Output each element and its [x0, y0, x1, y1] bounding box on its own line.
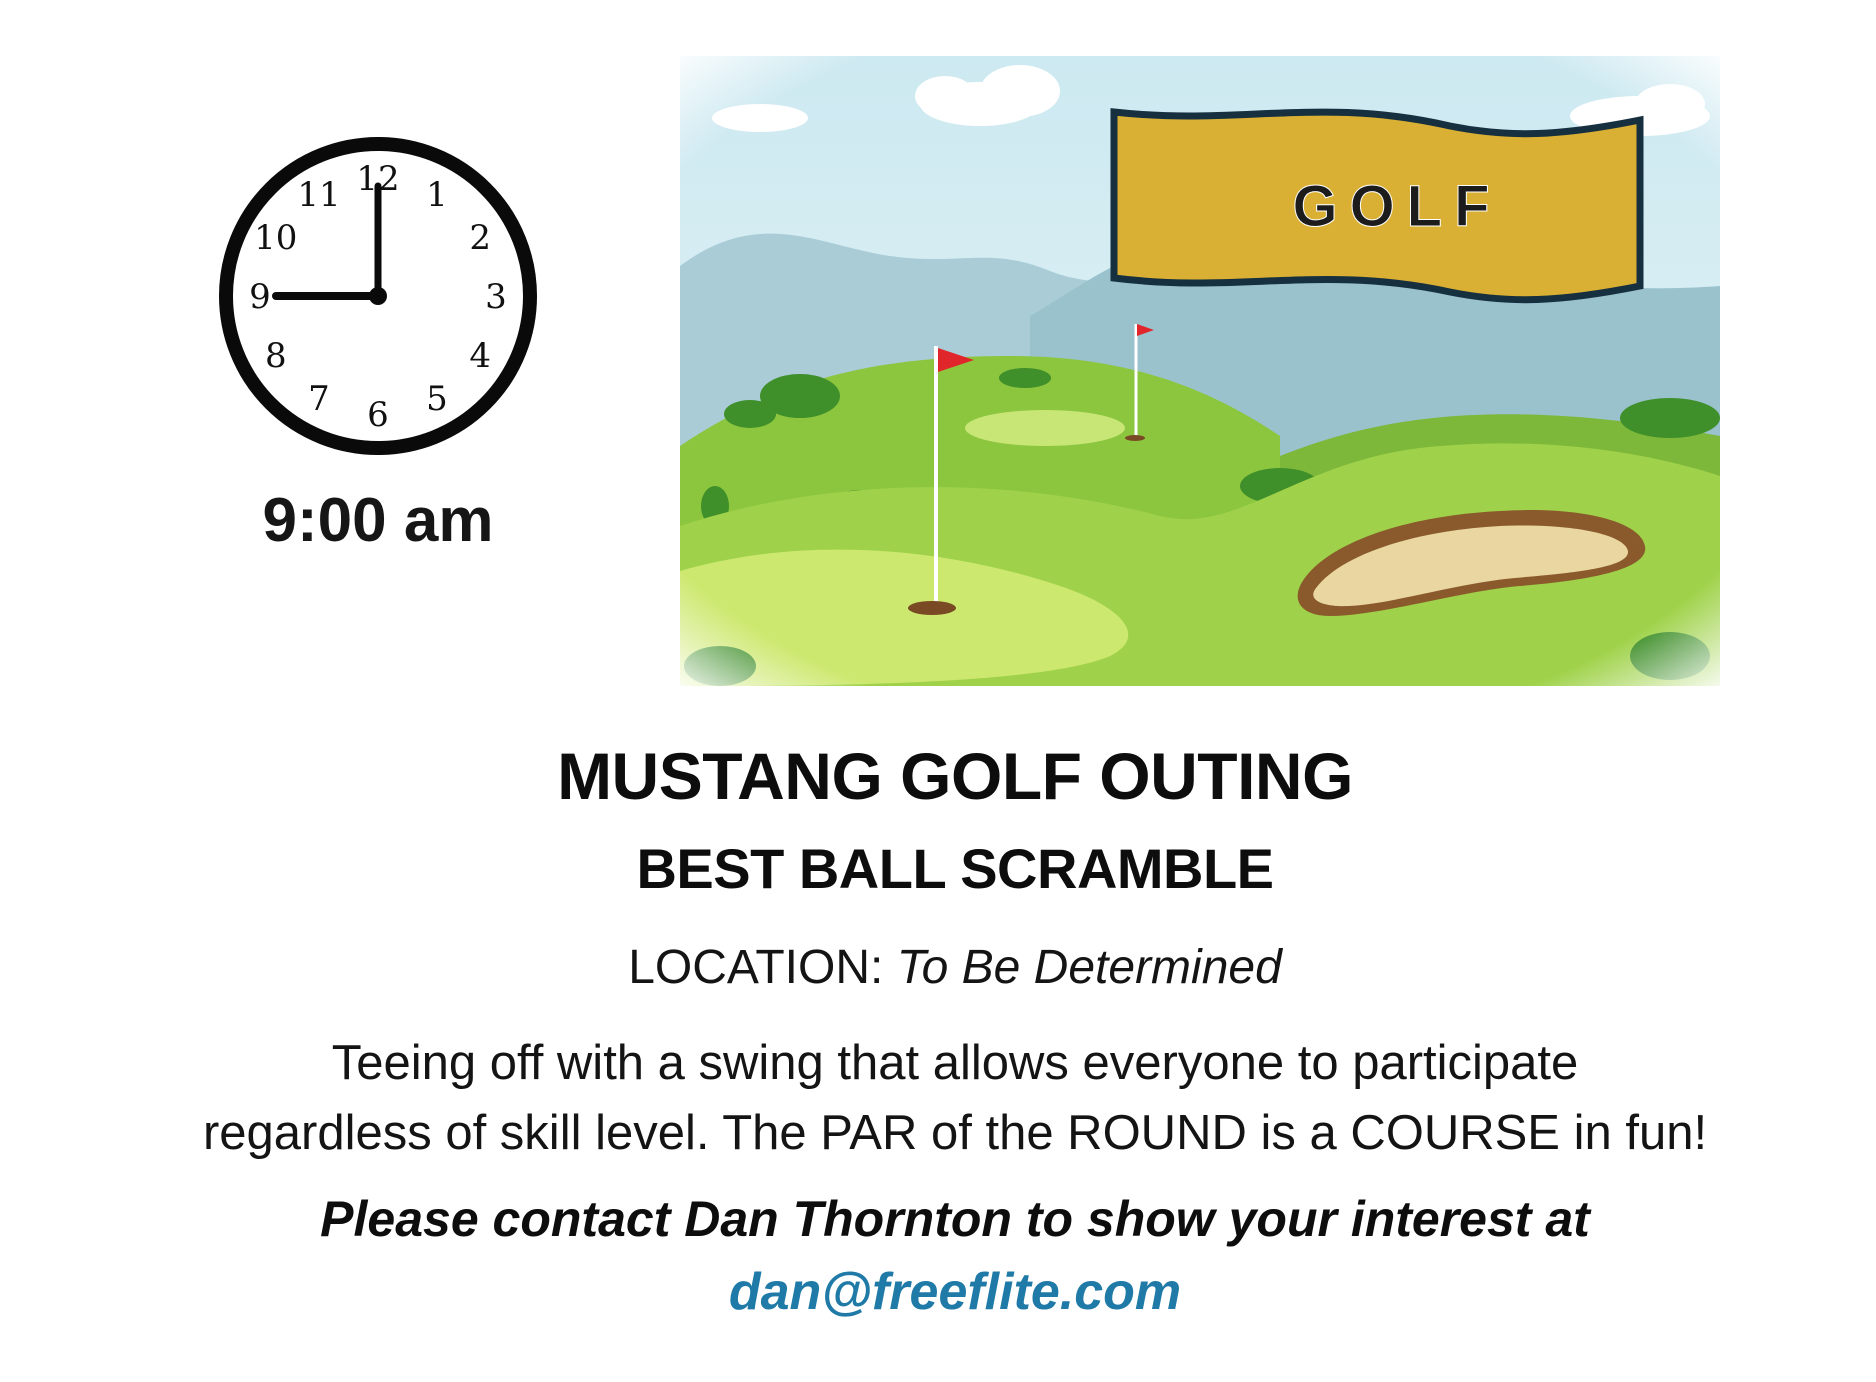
clock-numeral-4: 4	[469, 336, 492, 376]
location-line	[0, 940, 1876, 995]
location-value: To Be Determined	[896, 941, 1282, 994]
clock-numeral-6: 6	[367, 395, 389, 435]
clock-numeral-5: 5	[426, 379, 448, 420]
clock-center-pin	[369, 287, 387, 305]
soft-edge-vignette	[680, 56, 1720, 686]
description-line-1: Teeing off with a swing that allows everyone to participate	[331, 1036, 1579, 1090]
clock-numeral-8: 8	[264, 336, 287, 376]
event-subtitle: BEST BALL SCRAMBLE	[636, 837, 1274, 900]
start-time-label: 9:00 am	[262, 486, 494, 555]
contact-email-link[interactable]: dan@freeflite.com	[728, 1263, 1182, 1321]
event-description	[100, 1028, 1810, 1168]
clock-numeral-3: 3	[485, 277, 507, 317]
clock-numeral-1: 1	[426, 174, 448, 215]
clock-numeral-10: 10	[254, 218, 298, 258]
clock-numeral-11: 11	[297, 174, 341, 215]
golf-course-illustration	[680, 56, 1720, 686]
clock-numeral-2: 2	[469, 218, 492, 258]
event-title: MUSTANG GOLF OUTING	[557, 739, 1353, 813]
clock-numeral-12: 12	[356, 159, 400, 199]
location-label: LOCATION:	[628, 941, 884, 994]
description-line-2: regardless of skill level. The PAR of the ROUND is a COURSE in fun!	[202, 1106, 1708, 1160]
contact-text: Please contact Dan Thornton to show your interest at	[320, 1191, 1590, 1247]
clock-icon	[214, 132, 542, 460]
clock-numeral-7: 7	[308, 379, 330, 420]
clock-numeral-9: 9	[249, 277, 271, 317]
